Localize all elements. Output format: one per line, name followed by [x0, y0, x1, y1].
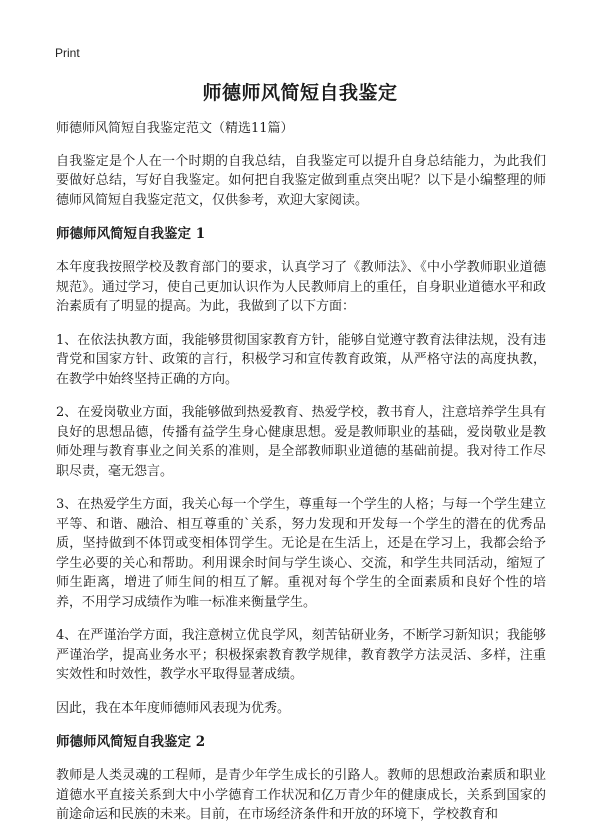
paragraph: 教师是人类灵魂的工程师，是青少年学生成长的引路人。教师的思想政治素质和职业道德水平直接关系到大中小学德育工作状况和亿万青少年的健康成长，关系到国家的前途命运和民族的未来。目前，在市场经济条件和开放的环境下，学校教育和	[56, 768, 546, 822]
section-heading: 师德师风简短自我鉴定 2	[56, 734, 206, 750]
page-title: 师德师风简短自我鉴定	[202, 82, 398, 104]
paragraph: 1、在依法执教方面，我能够贯彻国家教育方针，能够自觉遵守教育法律法规，没有违背党和国家方针、政策的言行，积极学习和宣传教育政策，从严格守法的高度执教，在教学中始终坚持正确的方向。	[56, 332, 546, 387]
paragraph: 本年度我按照学校及教育部门的要求，认真学习了《教师法》、《中小学教师职业道德规范》。通过学习，使自己更加认识作为人民教师肩上的重任，自身职业道德水平和政治素质有了明显的提高。为此，我做到了以下方面：	[56, 260, 546, 314]
document-body	[56, 119, 546, 828]
print-link[interactable]: Print	[55, 46, 80, 60]
section-heading: 师德师风简短自我鉴定 1	[56, 226, 206, 242]
paragraph: 4、在严谨治学方面，我注意树立优良学风，刻苦钻研业务，不断学习新知识；我能够严谨治学，提高业务水平；积极探索教育教学规律，教育教学方法灵活、多样，注重实效性和时效性，教学水平取得显著成绩。	[56, 628, 546, 682]
paragraph: 2、在爱岗敬业方面，我能够做到热爱教育、热爱学校，教书育人，注意培养学生具有良好的思想品德，传播有益学生身心健康思想。爱是教师职业的基础，爱岗敬业是教师处理与教育事业之间关系的准则，是全部教师职业道德的基础前提。我对待工作尽职尽责，毫无怨言。	[56, 405, 546, 479]
paragraph: 因此，我在本年度师德师风表现为优秀。	[56, 700, 291, 716]
paragraph: 3、在热爱学生方面，我关心每一个学生，尊重每一个学生的人格；与每一个学生建立平等、和谐、融洽、相互尊重的`关系，努力发现和开发每一个学生的潜在的优秀品质，坚持做到不体罚或变相体罚学生。无论是在生活上，还是在学习上，我都会给予学生必要的关心和帮助。利用课余时间与学生谈心、交流，和学生共同活动，缩短了师生距离，增进了师生间的相互了解。重视对每个学生的全面素质和良好个性的培养，不用学习成绩作为唯一标准来衡量学生。	[56, 497, 546, 610]
intro-paragraph: 自我鉴定是个人在一个时期的自我总结，自我鉴定可以提升自身总结能力，为此我们要做好总结，写好自我鉴定。如何把自我鉴定做到重点突出呢？以下是小编整理的师德师风简短自我鉴定范文，仅供参考，欢迎大家阅读。	[56, 153, 546, 208]
subtitle: 师德师风简短自我鉴定范文（精选11篇）	[56, 121, 294, 136]
